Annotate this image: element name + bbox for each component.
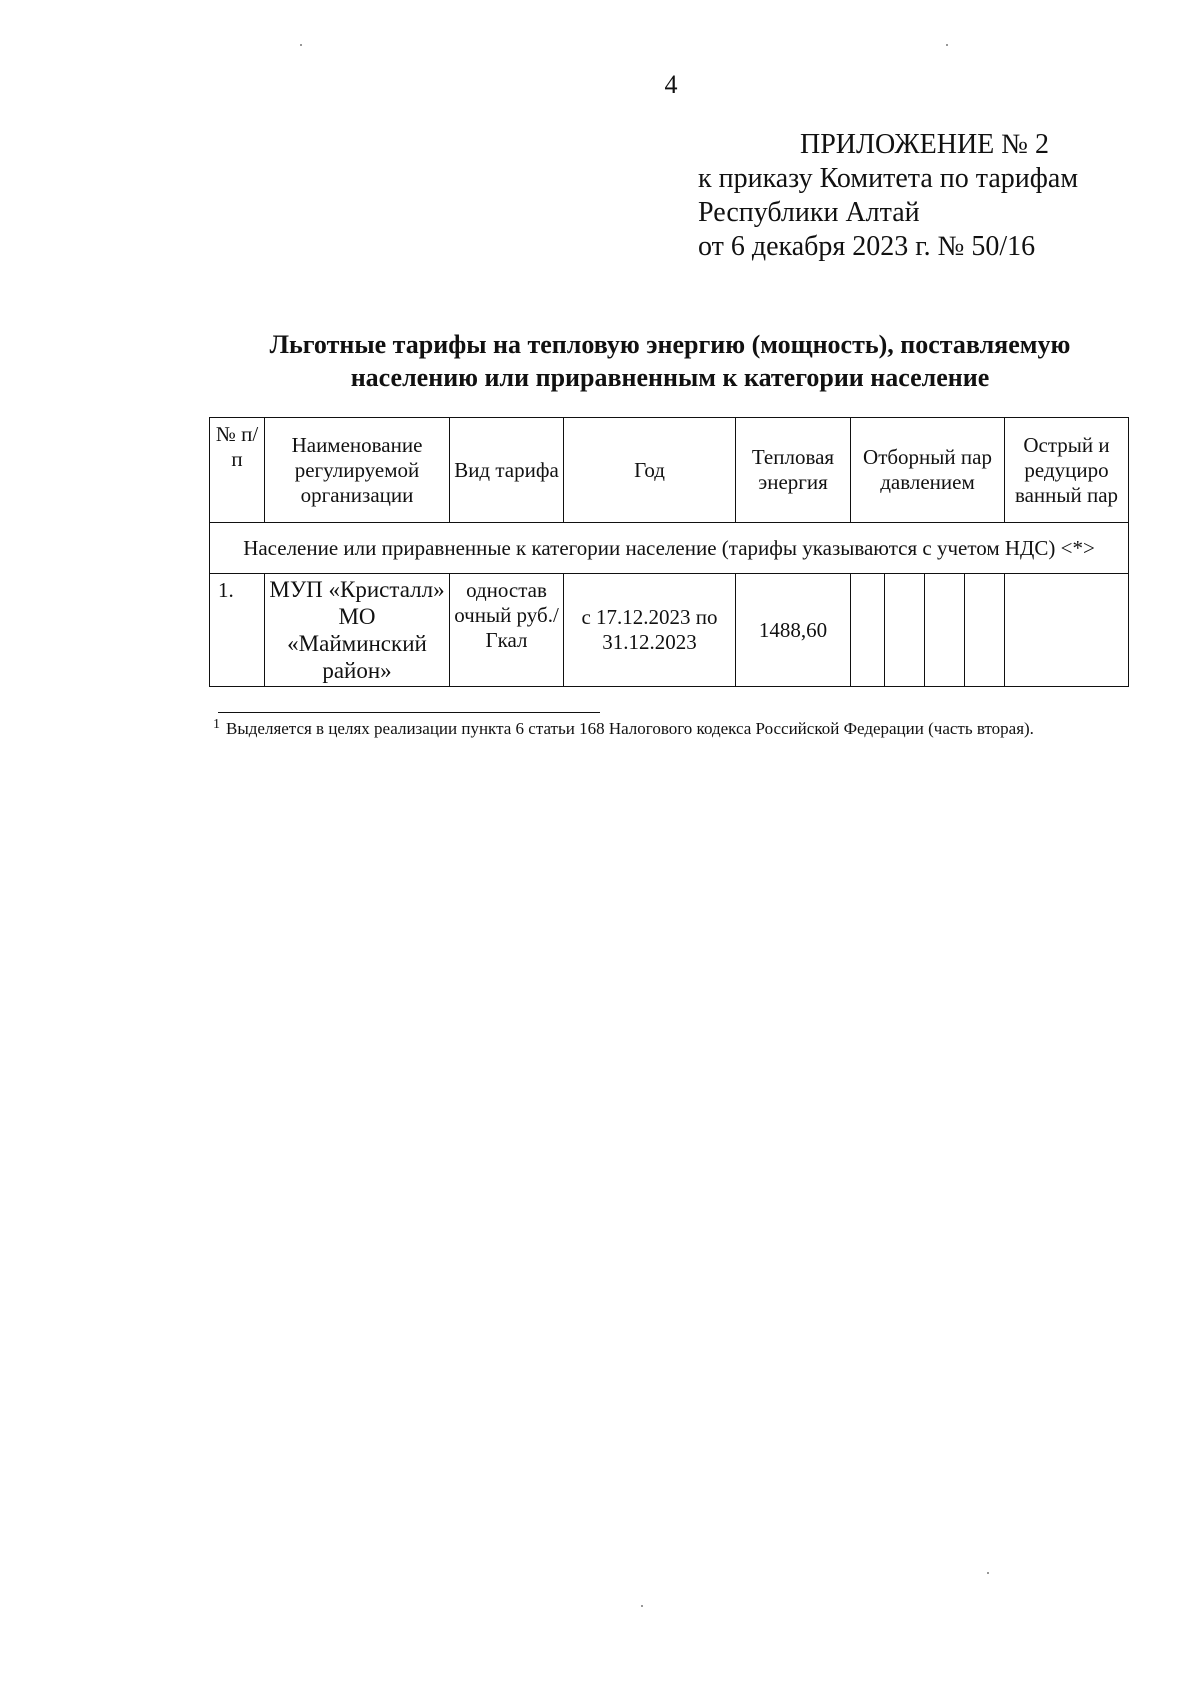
scan-speck <box>946 44 948 46</box>
table-header-row <box>210 418 1129 523</box>
cell-sharp-steam <box>1005 574 1129 687</box>
cell-extraction-1 <box>851 574 885 687</box>
header-num: № п/п <box>210 418 265 523</box>
scan-speck <box>300 44 302 46</box>
appendix-title: ПРИЛОЖЕНИЕ № 2 <box>800 129 1049 160</box>
scan-speck <box>987 1572 989 1574</box>
header-year: Год <box>564 418 736 523</box>
header-sharp-steam: Острый и редуциро ванный пар <box>1005 418 1129 523</box>
appendix-block <box>698 128 1078 264</box>
cell-organization: МУП «Кристалл» МО «Майминский район» <box>265 574 450 687</box>
cell-heat-value: 1488,60 <box>736 574 851 687</box>
cell-num: 1. <box>210 574 265 687</box>
table-row <box>210 574 1129 687</box>
footnote-marker: 1 <box>213 717 220 732</box>
category-row <box>210 523 1129 574</box>
cell-extraction-4 <box>965 574 1005 687</box>
header-extraction-steam: Отборный пар давлением <box>851 418 1005 523</box>
tariff-table <box>209 417 1129 687</box>
appendix-line: к приказу Комитета по тарифам <box>698 163 1079 194</box>
document-title <box>200 328 1140 394</box>
footnote <box>213 718 1034 740</box>
appendix-line: Республики Алтай <box>698 197 920 228</box>
header-organization: Наименование регулируемой организации <box>265 418 450 523</box>
cell-tariff-type: одностав очный руб./Гкал <box>450 574 564 687</box>
document-title-line: Льготные тарифы на тепловую энергию (мощность), поставляемую <box>269 330 1071 359</box>
cell-extraction-2 <box>885 574 925 687</box>
cell-period: с 17.12.2023 по 31.12.2023 <box>564 574 736 687</box>
category-cell: Население или приравненные к категории население (тарифы указываются с учетом НДС) <*> <box>210 523 1129 574</box>
appendix-line: от 6 декабря 2023 г. № 50/16 <box>698 231 1036 262</box>
document-title-line: населению или приравненным к категории население <box>350 363 990 392</box>
header-tariff-type: Вид тарифа <box>450 418 564 523</box>
page-number: 4 <box>664 70 678 99</box>
cell-extraction-3 <box>925 574 965 687</box>
footnote-divider <box>218 712 600 713</box>
footnote-text: Выделяется в целях реализации пункта 6 статьи 168 Налогового кодекса Российской Федерации (часть вторая). <box>226 719 1034 738</box>
header-heat-energy: Тепловая энергия <box>736 418 851 523</box>
scan-speck <box>641 1605 643 1607</box>
